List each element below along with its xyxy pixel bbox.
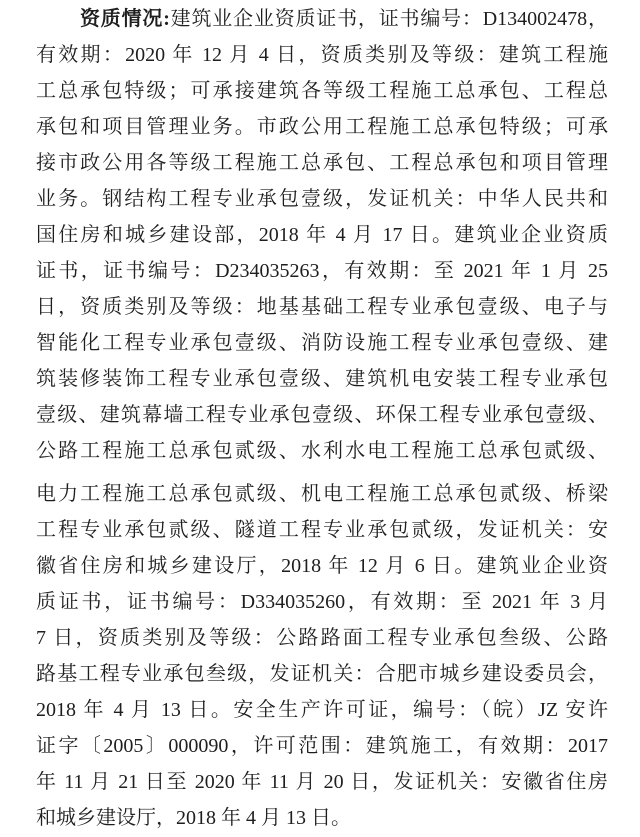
text-line: 承包和项目管理业务。市政公用工程施工总承包特级；可承 [36, 116, 608, 138]
section-label: 资质情况: [80, 8, 170, 30]
text-line: 筑装修装饰工程专业承包壹级、建筑机电安装工程专业承包 [36, 368, 608, 390]
paragraph-qualifications-2 [36, 476, 608, 836]
text-line: 电力工程施工总承包贰级、机电工程施工总承包贰级、桥梁 [36, 483, 608, 505]
text-line: 公路工程施工总承包贰级、水利水电工程施工总承包贰级、 [36, 440, 608, 462]
text-line: 证书，证书编号：D234035263，有效期：至 2021 年 1 月 25 [36, 260, 608, 282]
text-line: 业务。钢结构工程专业承包壹级，发证机关：中华人民共和 [36, 188, 608, 210]
text-line: 壹级、建筑幕墙工程专业承包壹级、环保工程专业承包壹级、 [36, 404, 608, 426]
text-line [36, 1, 608, 37]
text-line: 7 日，资质类别及等级：公路路面工程专业承包叁级、公路 [36, 627, 608, 649]
text-line: 日，资质类别及等级：地基基础工程专业承包壹级、电子与 [36, 296, 608, 318]
text-line: 质证书，证书编号：D334035260，有效期：至 2021 年 3 月 [36, 591, 608, 613]
paragraph-qualifications-1 [36, 1, 608, 469]
text-line: 徽省住房和城乡建设厅，2018 年 12 月 6 日。建筑业企业资 [36, 555, 608, 577]
text-line: 工总承包特级；可承接建筑各等级工程施工总承包、工程总 [36, 80, 608, 102]
text-line: 智能化工程专业承包壹级、消防设施工程专业承包壹级、建 [36, 332, 608, 354]
text-line: 国住房和城乡建设部，2018 年 4 月 17 日。建筑业企业资质 [36, 224, 608, 246]
text-line: 路基工程专业承包叁级，发证机关：合肥市城乡建设委员会， [36, 663, 608, 685]
text-line: 和城乡建设厅，2018 年 4 月 13 日。 [36, 807, 351, 829]
text-line: 2018 年 4 月 13 日。安全生产许可证，编号：（皖）JZ 安许 [36, 699, 608, 721]
text-line: 年 11 月 21 日至 2020 年 11 月 20 日，发证机关：安徽省住房 [36, 771, 608, 793]
text-line: 证字〔2005〕000090，许可范围：建筑施工，有效期：2017 [36, 735, 608, 757]
text-line-content: 建筑业企业资质证书，证书编号：D134002478， [169, 8, 608, 30]
text-line: 工程专业承包贰级、隧道工程专业承包贰级，发证机关：安 [36, 519, 608, 541]
text-line: 接市政公用各等级工程施工总承包、工程总承包和项目管理 [36, 152, 608, 174]
text-line: 有效期：2020 年 12 月 4 日，资质类别及等级：建筑工程施 [36, 44, 608, 66]
